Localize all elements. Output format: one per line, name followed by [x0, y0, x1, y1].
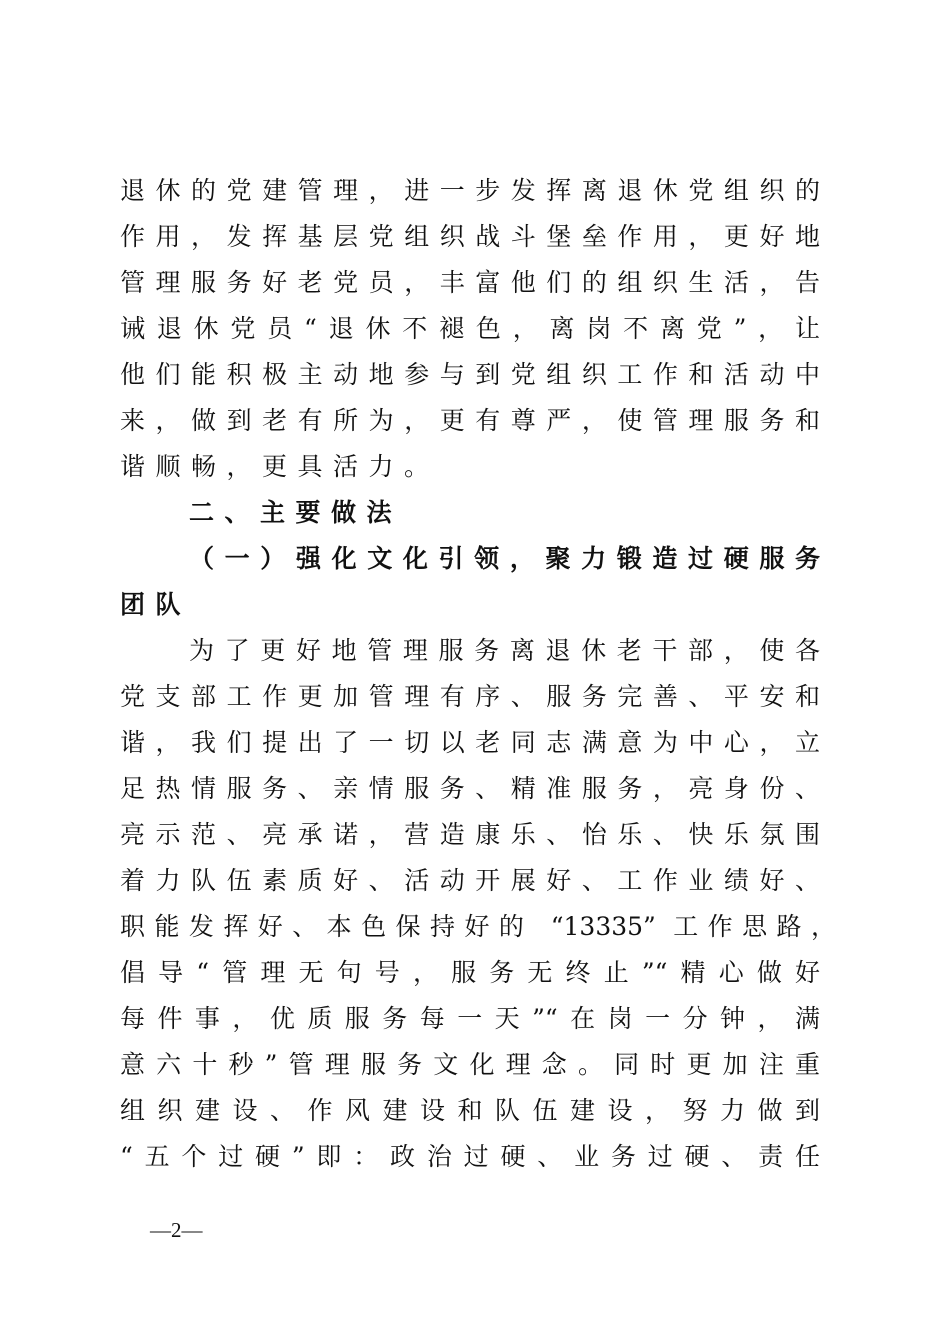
- body-text-line: 意六十秒”管理服务文化理念。同时更加注重: [120, 1050, 820, 1079]
- body-text-line: 谐顺畅，更具活力。: [120, 452, 440, 481]
- section-heading: 二、主要做法: [189, 498, 403, 527]
- body-text-line: 每件事，优质服务每一天”“在岗一分钟，满: [120, 1004, 820, 1033]
- page-number: —2—: [150, 1218, 203, 1242]
- body-text-line: 管理服务好老党员，丰富他们的组织生活，告: [120, 268, 820, 297]
- subheading-line: （一）强化文化引领，聚力锻造过硬服务: [189, 544, 820, 573]
- body-text-line: 党支部工作更加管理有序、服务完善、平安和: [120, 682, 820, 711]
- body-text-line: 职能发挥好、本色保持好的 “13335” 工作思路，: [120, 912, 836, 941]
- body-text-line: “五个过硬”即：政治过硬、业务过硬、责任: [120, 1142, 820, 1171]
- subheading-line: 团队: [120, 590, 192, 619]
- body-text-line: 诫退休党员“退休不褪色，离岗不离党”，让: [120, 314, 820, 343]
- body-text-line: 亮示范、亮承诺，营造康乐、怡乐、快乐氛围: [120, 820, 820, 849]
- body-text-line: 他们能积极主动地参与到党组织工作和活动中: [120, 360, 820, 389]
- body-text-line: 退休的党建管理，进一步发挥离退休党组织的: [120, 176, 820, 205]
- body-text-line: 足热情服务、亲情服务、精准服务，亮身份、: [120, 774, 820, 803]
- body-text-line: 来，做到老有所为，更有尊严，使管理服务和: [120, 406, 820, 435]
- body-text-line: 倡导“管理无句号，服务无终止”“精心做好: [120, 958, 820, 987]
- body-text-line: 着力队伍素质好、活动开展好、工作业绩好、: [120, 866, 820, 895]
- body-text-line: 作用，发挥基层党组织战斗堡垒作用，更好地: [120, 222, 820, 251]
- body-text-line: 组织建设、作风建设和队伍建设，努力做到: [120, 1096, 820, 1125]
- body-text-line: 谐，我们提出了一切以老同志满意为中心，立: [120, 728, 820, 757]
- body-text-line: 为了更好地管理服务离退休老干部，使各: [189, 636, 820, 665]
